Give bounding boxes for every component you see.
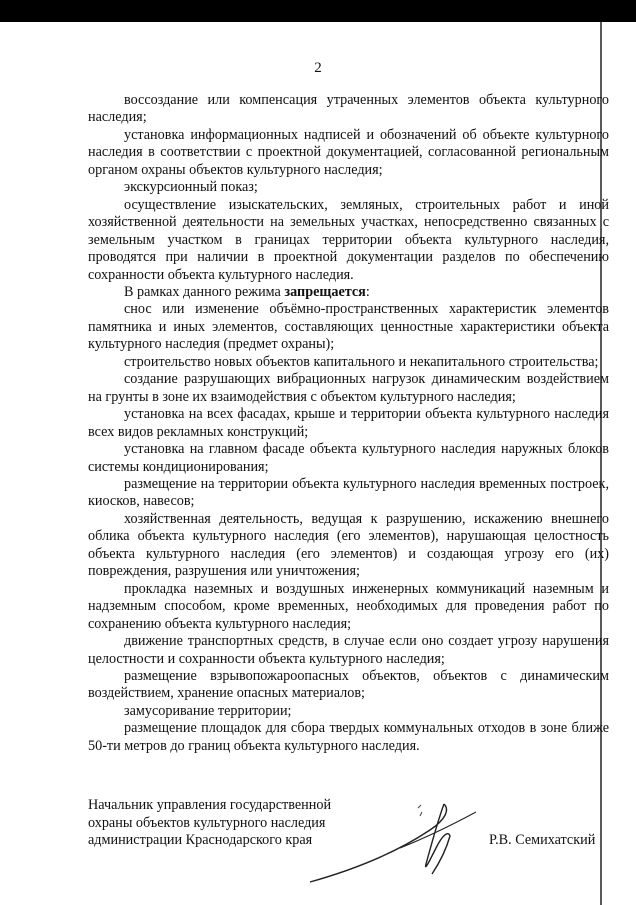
signatory-title-line: администрации Краснодарского края [88, 832, 313, 849]
prohibited-item: размещение на территории объекта культурного наследия временных построек, киосков, навесов; [88, 475, 609, 510]
prohibited-item: движение транспортных средств, в случае если оно создает угрозу нарушения целостности и сохранности объекта культурного наследия; [88, 633, 609, 667]
page-number: 2 [314, 60, 322, 76]
signatory-name: Р.В. Семихатский [489, 832, 596, 848]
prohibited-intro [88, 284, 609, 301]
prohibited-item: размещение взрывопожароопасных объектов, объектов с динамическим воздействием, хранение опасных материалов; [88, 667, 609, 702]
prohibited-item: строительство новых объектов капитального и некапитального строительства; [124, 353, 599, 370]
document-body [88, 92, 609, 755]
paragraph: установка информационных надписей и обозначений об объекте культурного наследия в соответствии с проектной документацией, согласованной региональным органом охраны объектов культурного наследия; [88, 126, 609, 178]
handwritten-signature [300, 790, 500, 890]
prohibited-item: снос или изменение объёмно-пространственных характеристик элементов памятника и иных элементов, составляющих ценностные характеристики объекта культурного наследия (предмет охраны); [88, 301, 609, 353]
paragraph: экскурсионный показ; [124, 179, 258, 196]
prohibited-item: замусоривание территории; [124, 702, 292, 719]
scan-top-edge [0, 0, 636, 22]
signatory-title-line: охраны объектов культурного наследия [88, 814, 326, 831]
prohibited-item: установка на главном фасаде объекта культурного наследия наружных блоков системы кондиционирования; [88, 441, 609, 475]
prohibited-item: хозяйственная деятельность, ведущая к разрушению, искажению внешнего облика объекта культурного наследия (его элементов), нарушающая целостность объекта культурного наследия (его элементов) и создающая угрозу его (их) повреждения, разрушения или уничтожения; [88, 510, 609, 580]
prohibited-item: прокладка наземных и воздушных инженерных коммуникаций наземным и надземным способом, кроме временных, необходимых для проведения работ по сохранению объекта культурного наследия; [88, 580, 609, 632]
paragraph: осуществление изыскательских, земляных, строительных работ и иной хозяйственной деятельности на земельных участках, непосредственно связанных с земельным участком в границах территории объекта культурного наследия, проводятся при наличии в проектной документации разделов по обеспечению сохранности объекта культурного наследия. [88, 196, 609, 283]
prohibited-intro-colon: : [365, 283, 370, 300]
prohibited-keyword: запрещается [284, 283, 366, 300]
prohibited-item: установка на всех фасадах, крыше и территории объекта культурного наследия всех видов рекламных конструкций; [88, 406, 609, 440]
prohibited-intro-text: В рамках данного режима [124, 283, 285, 300]
prohibited-item: размещение площадок для сбора твердых коммунальных отходов в зоне ближе 50-ти метров до границ объекта культурного наследия. [88, 720, 609, 754]
paragraph: воссоздание или компенсация утраченных элементов объекта культурного наследия; [88, 92, 609, 126]
signatory-title-line: Начальник управления государственной [88, 797, 332, 813]
prohibited-item: создание разрушающих вибрационных нагрузок динамическим воздействием на грунты в зоне их взаимодействия с объектом культурного наследия; [88, 371, 609, 405]
